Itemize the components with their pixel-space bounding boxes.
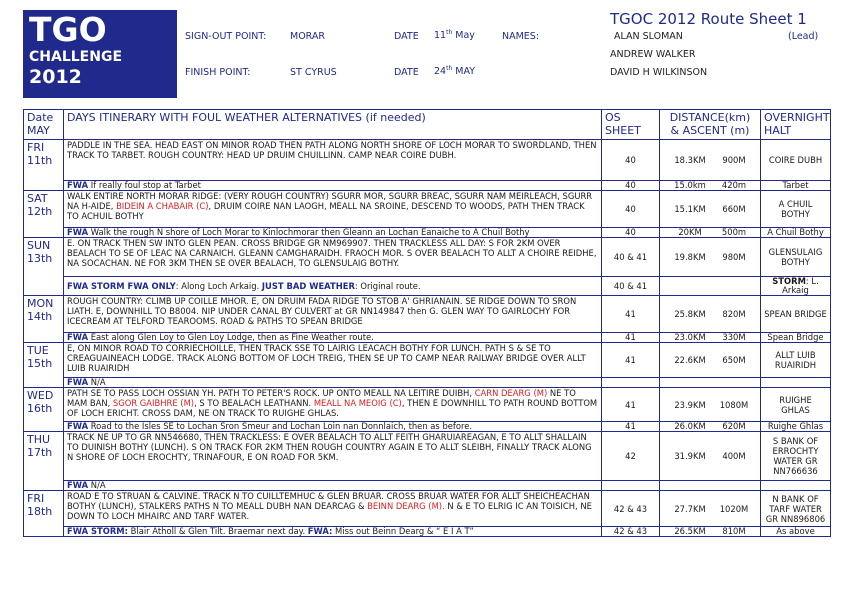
fwa-text: N/A	[88, 377, 106, 387]
fwa-distance-ascent	[660, 277, 761, 296]
signout-month: May	[452, 30, 475, 42]
fwa-ascent: 810M	[722, 526, 746, 536]
fwa-os-sheet: 41	[602, 333, 660, 343]
signout-date-label: DATE	[394, 31, 419, 42]
finish-date	[434, 65, 475, 77]
fwa-text: Walk the rough N shore of Loch Morar to Kinlochmorar then Gleann an Lochan Eanaiche to A Chuil Bothy	[88, 227, 530, 237]
fwa-halt	[761, 481, 831, 491]
summit-name: BEINN DEARG (M).	[367, 501, 445, 511]
header-date-line1: Date	[27, 111, 54, 124]
distance: 27.7KM	[674, 503, 706, 514]
os-sheet: 40	[602, 140, 660, 181]
summit-name: CARN DEARG (M)	[474, 388, 548, 398]
overnight-halt: GLENSULAIG BOTHY	[761, 238, 831, 277]
summit-name: BIDEIN A CHABAIR (C)	[116, 201, 209, 211]
fwa-halt-label: STORM	[772, 276, 806, 286]
ascent: 1080M	[719, 399, 749, 410]
fwa-description	[64, 527, 602, 537]
fwa-halt-text: : L. Arkaig	[782, 276, 819, 295]
fwa-row	[24, 481, 831, 491]
ascent: 650M	[722, 355, 746, 365]
distance-ascent	[660, 388, 761, 422]
distance: 19.8KM	[674, 252, 706, 262]
distance: 31.9KM	[674, 451, 706, 461]
fwa-halt-text: Tarbet	[782, 180, 809, 190]
fwa-distance-ascent	[660, 527, 761, 537]
fwa-text: Road to the Isles SE to Lochan Sron Smeur and Lochan Loin nan Donnlaich, then as before.	[88, 421, 473, 431]
fwa-halt	[761, 228, 831, 238]
summit-name: SGOR GAIBHRE (M)	[112, 398, 195, 408]
fwa-distance-ascent	[660, 481, 761, 491]
fwa-row	[24, 378, 831, 388]
fwa-ascent: 500m	[721, 227, 747, 237]
fwa-distance: 20KM	[678, 227, 702, 237]
route-text: , DRUIM COIRE NAN LAOGH, MEALL NA SROINE, DESCEND TO WOODS, PATH THEN TRACK TO ACHUIL BOTHY	[67, 201, 585, 221]
route-text: , S TO BEALACH LEATHANN.	[194, 398, 314, 408]
fwa-row	[24, 277, 831, 296]
route-description	[64, 140, 602, 181]
distance: 25.8KM	[674, 309, 706, 319]
fwa-text: : Along Loch Arkaig.	[175, 280, 262, 291]
day-date: 17th	[27, 446, 53, 459]
day-cell	[24, 238, 64, 296]
route-text: E. ON TRACK THEN SW INTO GLEN PEAN. CROSS BRIDGE GR NM969907. THEN TRACKLESS ALL DAY: S FOR 2KM OVER BEALACH TO SE OF LEAC NA CARNAICH. GLEANN CAMGHARAIDH. FRAOCH MOR. S OVER BEALACH TO ALLT A CHOIRE REIDHE, NA SOCACHAN. NE FOR 3KM THEN SE OVER BEALACH, TO GLENSULAIG BOTHY.	[67, 238, 597, 268]
fwa-text: East along Glen Loy to Glen Loy Lodge, then as Fine Weather route.	[88, 332, 374, 342]
route-text: ROAD E TO STRUAN & CALVINE. TRACK N TO CUILLTEMHUC & GLEN BRUAR. CROSS BRUAR WATER FOR ALLT SHEICHEACHAN BOTHY (LUNCH), STALKERS PATHS N TO MEALL DUBH NAN DEARCAG &	[67, 491, 590, 511]
os-sheet: 40	[602, 191, 660, 228]
header-halt-line2: HALT	[764, 124, 792, 137]
distance: 23.9KM	[674, 399, 706, 410]
day-name: FRI	[27, 492, 45, 505]
overnight-halt: S BANK OF ERROCHTY WATER GR NN766636	[761, 432, 831, 481]
fwa-halt-text: A Chuil Bothy	[767, 227, 824, 237]
distance: 18.3KM	[674, 155, 706, 165]
fwa-halt-text: As above	[776, 526, 815, 536]
ascent: 980M	[722, 252, 746, 262]
header-distance-line2: & ASCENT (m)	[670, 124, 750, 137]
fwa-distance-ascent	[660, 228, 761, 238]
route-text: PADDLE IN THE SEA. HEAD EAST ON MINOR ROAD THEN PATH ALONG NORTH SHORE OF LOCH MORAR TO SWORDLAND, THEN TRACK TO TARBET. ROUGH COUNTRY: HEAD UP DRUIM CHUILLINN. CAMP NEAR COIRE DUBH.	[67, 140, 597, 160]
signout-suffix: th	[446, 29, 453, 36]
distance-ascent	[660, 296, 761, 333]
overnight-halt: A CHUIL BOTHY	[761, 191, 831, 228]
route-description	[64, 388, 602, 422]
header-distance	[660, 110, 761, 140]
fwa-description	[64, 228, 602, 238]
day-cell	[24, 140, 64, 191]
fwa-distance: 23.0KM	[674, 332, 706, 342]
day-cell	[24, 388, 64, 432]
fwa-description	[64, 333, 602, 343]
day-cell	[24, 191, 64, 238]
fwa-ascent: 620M	[722, 421, 746, 431]
fwa-row	[24, 333, 831, 343]
fwa-row	[24, 181, 831, 191]
fwa-halt	[761, 181, 831, 191]
route-text: NE TO MAM BAN,	[67, 388, 576, 408]
header-os-line1: OS	[605, 111, 621, 124]
fwa-text-2: : Original route.	[354, 280, 421, 291]
fwa-ascent: 420m	[721, 180, 747, 190]
fwa-description	[64, 181, 602, 191]
distance-ascent	[660, 140, 761, 181]
day-row	[24, 238, 831, 277]
fwa-row	[24, 228, 831, 238]
fwa-halt	[761, 422, 831, 432]
itinerary-table	[23, 109, 831, 537]
day-date: 14th	[27, 310, 53, 323]
fwa-description	[64, 277, 602, 296]
fwa-halt-text: Ruighe Ghlas	[767, 421, 824, 431]
route-description	[64, 491, 602, 527]
route-sheet-title: TGOC 2012 Route Sheet 1	[610, 10, 807, 28]
day-row	[24, 388, 831, 422]
fwa-label-2: JUST BAD WEATHER	[261, 280, 355, 291]
day-name: WED	[27, 389, 54, 402]
distance-ascent	[660, 491, 761, 527]
os-sheet: 42	[602, 432, 660, 481]
day-name: SAT	[27, 192, 48, 205]
fwa-halt	[761, 378, 831, 388]
fwa-distance-ascent	[660, 422, 761, 432]
day-row	[24, 140, 831, 181]
os-sheet: 40 & 41	[602, 238, 660, 277]
fwa-os-sheet: 40 & 41	[602, 277, 660, 296]
name-1: ALAN SLOMAN	[614, 31, 683, 42]
route-text: , THEN E DOWNHILL TO PATH ROUND BOTTOM OF LOCH ERICHT. CROSS DAM, NE ON TRACK TO RUIGHE GHLAS.	[67, 398, 598, 418]
summit-name: MEALL NA MEOIG (C)	[313, 398, 402, 408]
signout-value: MORAR	[290, 31, 325, 42]
os-sheet: 42 & 43	[602, 491, 660, 527]
overnight-halt: COIRE DUBH	[761, 140, 831, 181]
finish-date-label: DATE	[394, 67, 419, 78]
fwa-halt	[761, 527, 831, 537]
fwa-label: FWA	[67, 332, 89, 342]
distance: 15.1KM	[674, 204, 706, 214]
name-2: ANDREW WALKER	[610, 49, 696, 60]
day-row	[24, 191, 831, 228]
header-date-line2: MAY	[27, 124, 50, 137]
distance-ascent	[660, 343, 761, 378]
day-date: 11th	[27, 154, 53, 167]
route-text: PATH SE TO PASS LOCH OSSIAN YH. PATH TO PETER'S ROCK. UP ONTO MEALL NA LEITIRE DUIBH,	[67, 388, 475, 398]
day-row	[24, 432, 831, 481]
fwa-text: If really foul stop at Tarbet	[88, 180, 201, 190]
day-cell	[24, 432, 64, 491]
fwa-label: FWA	[67, 480, 89, 490]
distance-ascent	[660, 432, 761, 481]
logo-challenge: CHALLENGE	[29, 49, 123, 65]
ascent: 1020M	[719, 503, 749, 514]
fwa-description	[64, 481, 602, 491]
fwa-text: N/A	[88, 480, 106, 490]
header-os-line2: SHEET	[605, 124, 641, 137]
header-distance-line1: DISTANCE(km)	[669, 111, 751, 124]
route-text: TRACK NE UP TO GR NN546680, THEN TRACKLESS: E OVER BEALACH TO ALLT FEITH GHARUIAREAGAN, E TO ALLT SHALLAIN TO DUINISH BOTHY (LUNCH). S ON TRACK FOR 2KM THEN ROUGH COUNTRY AGAIN E TO ALLT SLEIBH, FINALLY TRACK ALONG N SHORE OF LOCH EROCHTY, TRINAFOUR, E ON ROAD FOR 5KM.	[67, 432, 592, 462]
route-description	[64, 432, 602, 481]
day-date: 13th	[27, 252, 53, 265]
fwa-os-sheet	[602, 378, 660, 388]
fwa-label: FWA	[67, 421, 89, 431]
header-halt	[761, 110, 831, 140]
route-text: E, ON MINOR ROAD TO CORRIECHOILLE, THEN TRACK SSE TO LAIRIG LEACACH BOTHY FOR LUNCH. PATH S & SE TO CREAGUAINEACH LODGE. TRACK ALONG BOTTOM OF LOCH TREIG, THEN SE UP TO CAMP NEAR RAILWAY BRIDGE OVER ALLT LUIB RUAIRIDH	[67, 343, 586, 373]
table-header-row	[24, 110, 831, 140]
day-row	[24, 296, 831, 333]
fwa-text-2: Miss out Beinn Dearg & “ E I A T”	[332, 526, 474, 536]
day-date: 16th	[27, 402, 53, 415]
day-name: MON	[27, 297, 54, 310]
distance: 22.6KM	[674, 355, 706, 365]
fwa-label: FWA	[67, 377, 89, 387]
signout-day: 11	[434, 30, 447, 42]
logo-year: 2012	[29, 66, 82, 88]
fwa-row	[24, 527, 831, 537]
ascent: 900M	[722, 155, 746, 165]
day-name: SUN	[27, 239, 51, 252]
day-cell	[24, 343, 64, 388]
os-sheet: 41	[602, 296, 660, 333]
fwa-distance: 15.0km	[674, 180, 706, 190]
finish-suffix: th	[446, 65, 453, 72]
fwa-distance-ascent	[660, 378, 761, 388]
signout-label: SIGN-OUT POINT:	[185, 31, 267, 42]
ascent: 660M	[722, 204, 746, 214]
signout-date	[434, 29, 475, 41]
fwa-os-sheet	[602, 481, 660, 491]
overnight-halt: N BANK OF TARF WATER GR NN896806	[761, 491, 831, 527]
route-description	[64, 296, 602, 333]
fwa-halt	[761, 333, 831, 343]
route-description	[64, 238, 602, 277]
overnight-halt: SPEAN BRIDGE	[761, 296, 831, 333]
fwa-os-sheet: 41	[602, 422, 660, 432]
route-text: ROUGH COUNTRY: CLIMB UP COILLE MHOR. E, ON DRUIM FADA RIDGE TO STOB A' GHRIANAIN. SE RIDGE DOWN TO SRON LIATH. E, DOWNHILL TO B8004. NIP UNDER CANAL BY CULVERT at GR NN149847 then G. GLEN WAY TO GAIRLOCHY FOR ICECREAM AT TELFORD TEAROOMS. ROAD & PATHS TO SPEAN BRIDGE	[67, 296, 577, 326]
header-date	[24, 110, 64, 140]
day-row	[24, 343, 831, 378]
finish-value: ST CYRUS	[290, 67, 337, 78]
fwa-label: FWA	[67, 180, 89, 190]
fwa-label: FWA	[67, 227, 89, 237]
fwa-distance-ascent	[660, 333, 761, 343]
route-text: WALK ENTIRE NORTH MORAR RIDGE: (VERY ROUGH COUNTRY) SGURR MOR, SGURR BREAC, SGURR NAM MEIRLEACH, SGURR NA H-AIDE,	[67, 191, 593, 211]
names-label: NAMES:	[502, 31, 540, 42]
day-cell	[24, 296, 64, 343]
fwa-description	[64, 378, 602, 388]
name-3: DAVID H WILKINSON	[610, 67, 708, 78]
route-description	[64, 343, 602, 378]
header-halt-line1: OVERNIGHT	[764, 111, 830, 124]
os-sheet: 41	[602, 343, 660, 378]
distance-ascent	[660, 238, 761, 277]
fwa-os-sheet: 40	[602, 228, 660, 238]
fwa-label: FWA STORM:	[67, 526, 128, 536]
day-name: FRI	[27, 141, 45, 154]
os-sheet: 41	[602, 388, 660, 422]
day-cell	[24, 491, 64, 537]
fwa-distance-ascent	[660, 181, 761, 191]
overnight-halt: RUIGHE GHLAS	[761, 388, 831, 422]
fwa-halt	[761, 277, 831, 296]
tgo-logo	[23, 10, 177, 98]
route-text: N & E TO ELRIG IC AN TOISICH, NE DOWN TO LOCH MHAIRC AND TARF WATER.	[67, 501, 592, 521]
day-name: TUE	[27, 344, 49, 357]
logo-tgo: TGO	[29, 10, 107, 49]
route-description	[64, 191, 602, 228]
day-row	[24, 491, 831, 527]
fwa-os-sheet: 42 & 43	[602, 527, 660, 537]
header-os	[602, 110, 660, 140]
ascent: 400M	[722, 451, 746, 461]
day-date: 12th	[27, 205, 53, 218]
day-date: 18th	[27, 505, 53, 518]
header-itinerary: DAYS ITINERARY WITH FOUL WEATHER ALTERNATIVES (if needed)	[64, 110, 602, 140]
finish-day: 24	[434, 66, 447, 78]
fwa-label: FWA STORM FWA ONLY	[67, 280, 176, 291]
distance-ascent	[660, 191, 761, 228]
ascent: 820M	[722, 309, 746, 319]
day-name: THU	[27, 433, 51, 446]
fwa-distance: 26.0KM	[674, 421, 706, 431]
fwa-description	[64, 422, 602, 432]
finish-label: FINISH POINT:	[185, 67, 251, 78]
fwa-label-2: FWA:	[307, 526, 333, 536]
finish-month: MAY	[452, 66, 476, 78]
lead-label: (Lead)	[788, 31, 819, 42]
overnight-halt: ALLT LUIB RUAIRIDH	[761, 343, 831, 378]
fwa-row	[24, 422, 831, 432]
fwa-ascent: 330M	[722, 332, 746, 342]
day-date: 15th	[27, 357, 53, 370]
fwa-distance: 26.5KM	[674, 526, 706, 536]
fwa-os-sheet: 40	[602, 181, 660, 191]
fwa-halt-text: Spean Bridge	[767, 332, 824, 342]
fwa-text: Blair Atholl & Glen Tilt. Braemar next day.	[127, 526, 308, 536]
